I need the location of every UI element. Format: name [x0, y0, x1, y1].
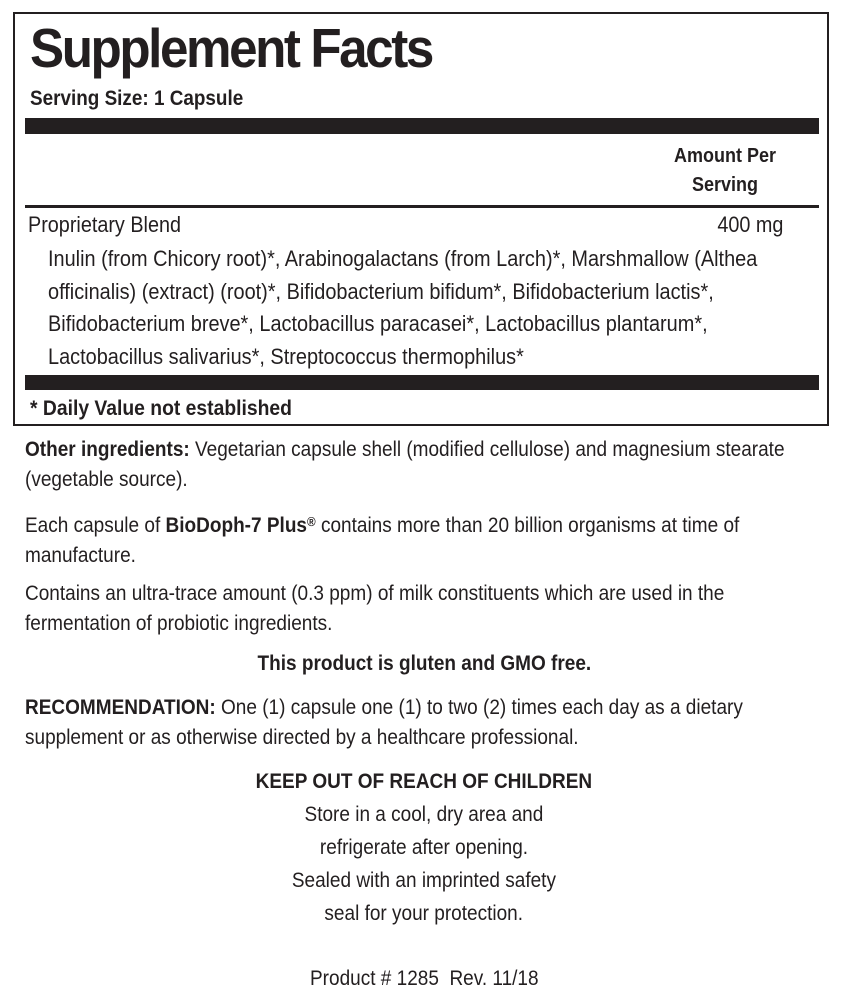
blend-ingredients-list: Inulin (from Chicory root)*, Arabinogalactans (from Larch)*, Marshmallow (Althea officinalis) (extract) (root)*, Bifidobacterium bifidum*, Bifidobacterium lactis*, Bifidobacterium breve*, Lactobacillus paracasei*, Lactobacillus plantarum*, Lactobacillus salivarius*, Streptococcus thermophilus* [48, 246, 758, 369]
amount-per-serving-header [653, 142, 797, 200]
bottom-thick-divider [25, 375, 819, 390]
recommendation-paragraph [25, 693, 799, 753]
daily-value-note: * Daily Value not established [30, 397, 292, 420]
storage-line: Sealed with an imprinted safety [291, 869, 557, 892]
storage-line: Store in a cool, dry area and [304, 803, 544, 826]
proprietary-blend-name: Proprietary Blend [28, 212, 181, 237]
keep-out-of-reach-warning: KEEP OUT OF REACH OF CHILDREN [255, 770, 593, 793]
gluten-gmo-text: This product is gluten and GMO free. [257, 652, 591, 675]
storage-line: seal for your protection. [324, 902, 524, 925]
serving-size: Serving Size: 1 Capsule [30, 87, 244, 110]
other-ingredients-text: Vegetarian capsule shell (modified cellulose) and magnesium stearate (vegetable source). [25, 438, 785, 491]
product-number-footer [0, 962, 848, 995]
other-ingredients-paragraph [25, 435, 799, 495]
facts-title: Supplement Facts [30, 17, 432, 79]
amount-header-line1: Amount Per [673, 145, 777, 167]
storage-line: refrigerate after opening. [319, 836, 529, 859]
product-name: BioDoph-7 Plus [165, 514, 308, 537]
gluten-gmo-statement [0, 647, 848, 680]
top-thick-divider [25, 118, 819, 134]
organisms-prefix: Each capsule of [25, 514, 166, 537]
organisms-paragraph [25, 507, 799, 571]
header-thin-divider [25, 205, 819, 208]
milk-constituents-paragraph: Contains an ultra-trace amount (0.3 ppm) of milk constituents which are used in the fermentation of probiotic ingredients. [25, 582, 725, 635]
storage-block [0, 765, 848, 930]
proprietary-blend-amount: 400 mg [716, 212, 783, 237]
recommendation-text: One (1) capsule one (1) to two (2) times each day as a dietary supplement or as otherwise directed by a healthcare professional. [25, 696, 743, 749]
product-number: Product # 1285 Rev. 11/18 [309, 967, 539, 990]
registered-mark: ® [307, 514, 316, 529]
amount-header-line2: Serving [691, 174, 759, 196]
recommendation-label: RECOMMENDATION: [25, 696, 216, 719]
supplement-facts-panel [13, 12, 829, 426]
other-ingredients-label: Other ingredients: [25, 438, 190, 461]
organisms-suffix: contains more than 20 billion organisms at time of manufacture. [25, 514, 740, 567]
